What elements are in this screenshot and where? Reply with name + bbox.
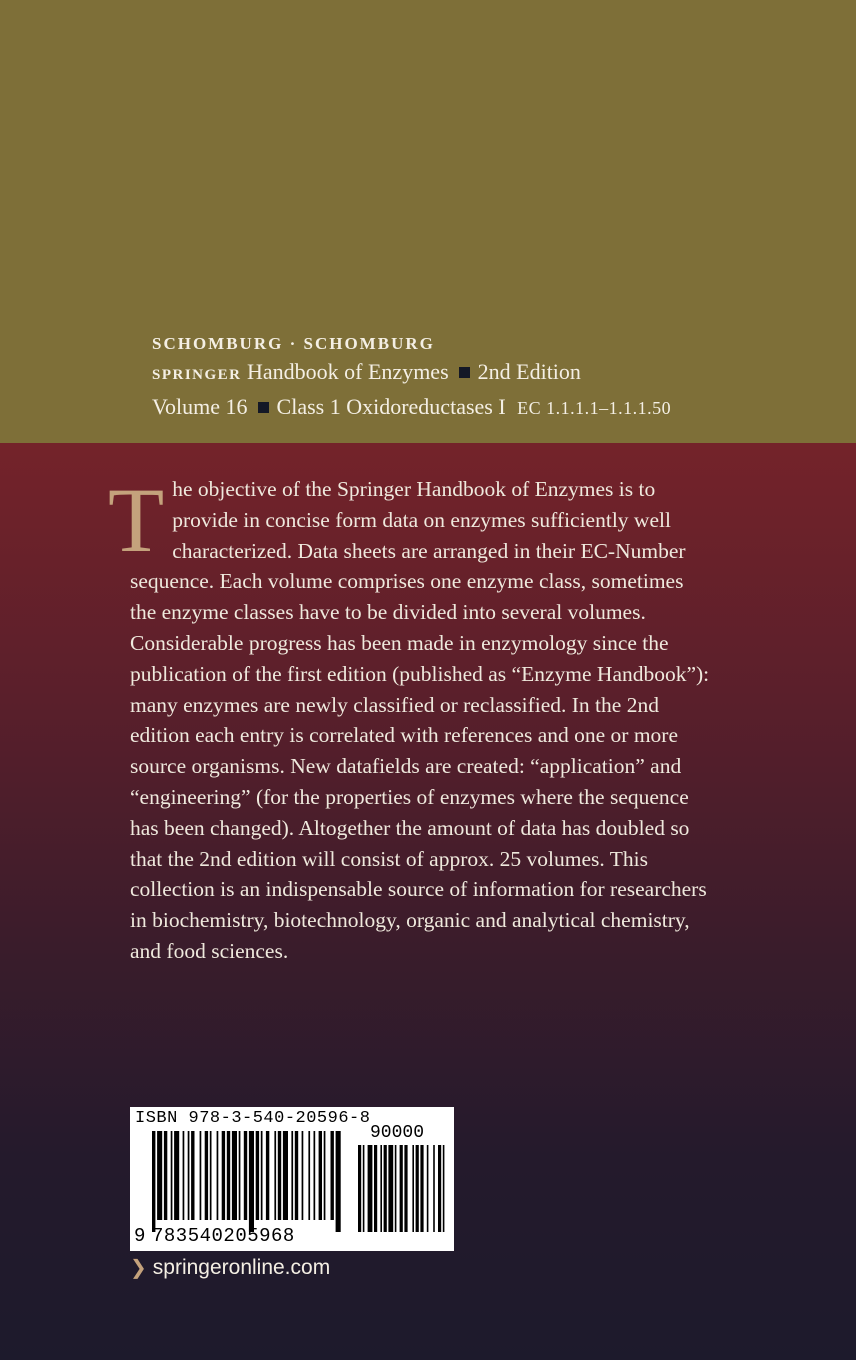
barcode-bar [314,1131,316,1220]
barcode-bar [152,1131,155,1232]
barcode-bar [295,1131,298,1220]
barcode-bar [380,1145,382,1232]
barcode-bar [174,1131,179,1220]
series-title: Handbook of Enzymes [247,359,449,384]
barcode-bar [319,1131,322,1220]
square-bullet-icon [459,367,470,378]
barcode-bar [395,1145,397,1232]
barcode-bar [331,1131,334,1220]
barcode-bar [358,1145,361,1232]
series-prefix: SPRINGER [152,367,242,383]
edition: 2nd Edition [477,359,581,384]
barcode-bar [433,1145,435,1232]
volume: Volume 16 [152,394,248,419]
barcode-bar [227,1131,230,1220]
series-line [152,356,832,391]
barcode-bar [217,1131,219,1220]
barcode-bar [200,1131,202,1220]
barcode-bar [205,1131,208,1220]
publisher-url[interactable] [130,1255,330,1280]
barcode-bar [363,1145,365,1232]
barcode-bar [274,1131,276,1220]
authors: SCHOMBURG · SCHOMBURG [152,334,435,353]
barcode-bar [438,1145,441,1232]
barcode-bar [416,1145,419,1232]
description-paragraph [108,469,710,967]
barcode-bar [368,1145,373,1232]
barcode-bar [164,1131,167,1220]
barcode-bar [244,1131,247,1220]
barcode-bar [388,1145,393,1232]
drop-cap: T [108,469,165,571]
barcode-bar [427,1145,429,1232]
publisher-url-text: springeronline.com [152,1256,331,1279]
cover-header [152,332,832,424]
ean-digits: 783540205968 [152,1225,295,1247]
barcode-bar [336,1131,341,1232]
barcode-bar [420,1145,423,1232]
volume-line [152,391,832,424]
barcode-bar [266,1131,269,1220]
barcode-bar [412,1145,414,1232]
barcode-bar [191,1131,194,1220]
barcode-bar [291,1131,293,1220]
barcode-bar [249,1131,254,1232]
isbn-text: ISBN 978-3-540-20596-8 [135,1109,371,1128]
barcode-bar [232,1131,237,1220]
barcode-bar [183,1131,185,1220]
ean-first-digit: 9 [134,1225,146,1247]
barcode-bar [324,1131,326,1220]
barcode-bar [308,1131,310,1220]
barcode-bar [210,1131,212,1220]
barcode-bar [261,1131,263,1220]
barcode-bar [157,1131,162,1220]
class-label: Class 1 Oxidoreductases I [276,394,506,419]
barcode-bar [171,1131,173,1220]
barcode-bar [302,1131,304,1220]
barcode [130,1107,454,1251]
barcode-bar [400,1145,403,1232]
description-block [108,469,710,967]
square-bullet-icon [258,402,269,413]
price-code: 90000 [370,1123,425,1143]
description-text: he objective of the Springer Handbook of Enzymes is to provide in concise form data on enzymes sufficiently well characterized. Data sheets are arranged in their EC-Number sequence. Each volume comprises one enzyme class, sometimes the enzyme classes have to be divided into several volumes. Considerable progress has been made in enzymology since the publication of the first edition (published as “Enzyme Handbook”): many enzymes are newly classified or reclassified. In the 2nd edition each entry is correlated with references and one or more source organisms. New datafields are created: “application” and “engineering” (for the properties of enzymes where the sequence has been changed). Altogether the amount of data has doubled so that the 2nd edition will consist of approx. 25 volumes. This collection is an indispensable source of information for researchers in biochemistry, biotechnology, organic and analytical chemistry, and food sciences. [130,477,710,963]
ec-range: EC 1.1.1.1–1.1.1.50 [517,398,672,418]
barcode-bar [239,1131,241,1220]
barcode-bar [443,1145,445,1232]
barcode-bar [374,1145,377,1232]
barcode-bar [278,1131,281,1220]
barcode-bar [256,1131,259,1220]
barcode-bar [222,1131,225,1220]
chevron-right-icon: ❯ [130,1257,147,1279]
barcode-bar [283,1131,288,1220]
barcode-bar [384,1145,387,1232]
barcode-bar [404,1145,407,1232]
barcode-bar [188,1131,190,1220]
